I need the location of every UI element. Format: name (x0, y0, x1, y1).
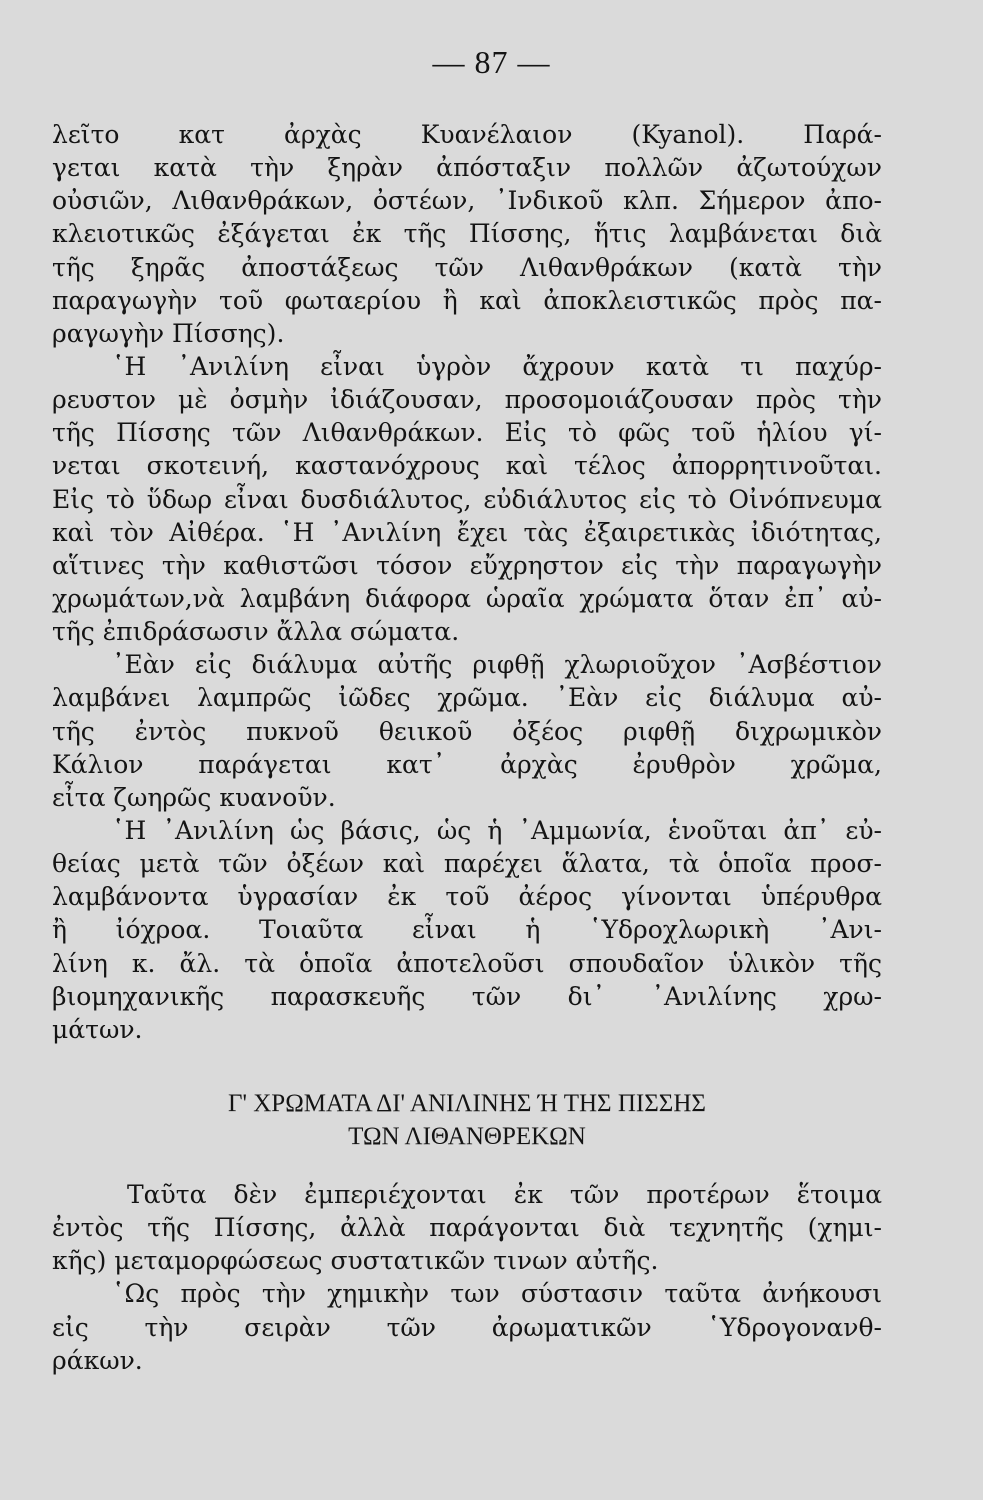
text-line: παραγωγὴν τοῦ φωταερίου ἢ καὶ ἀποκλειστικῶς πρὸς πα- (52, 285, 882, 315)
text-line: ἢ ἰόχροα. Τοιαῦτα εἶναι ἡ ῾Υδροχλωρικὴ ᾿Ανι- (52, 915, 882, 945)
text-line: τῆς ἐπιδράσωσιν ἄλλα σώματα. (52, 617, 460, 647)
body-text (52, 118, 882, 1046)
text-line: χρωμάτων,νὰ λαμβάνη διάφορα ὡραῖα χρώματα ὅταν ἐπ᾿ αὐ- (52, 583, 882, 613)
text-line: οὐσιῶν, Λιθανθράκων, ὀστέων, ᾿Ινδικοῦ κλπ. Σήμερον ἀπο- (52, 186, 882, 216)
page-number: — 87 — (432, 44, 551, 80)
text-line: τῆς Πίσσης τῶν Λιθανθράκων. Εἰς τὸ φῶς τοῦ ἡλίου γί- (52, 418, 882, 448)
text-line: ρευστον μὲ ὀσμὴν ἰδιάζουσαν, προσομοιάζουσαν πρὸς τὴν (52, 385, 882, 415)
text-line: καὶ τὸν Αἰθέρα. ῾Η ᾿Ανιλίνη ἔχει τὰς ἐξαιρετικὰς ἰδιότητας, (52, 517, 882, 547)
text-line: ραγωγὴν Πίσσης). (52, 318, 285, 348)
text-line: ῾Ως πρὸς τὴν χημικὴν των σύστασιν ταῦτα ἀνήκουσι (112, 1279, 882, 1309)
text-line: κῆς) μεταμορφώσεως συστατικῶν τινων αὐτῆς. (52, 1246, 659, 1276)
text-line: τῆς ἐντὸς πυκνοῦ θειικοῦ ὀξέος ριφθῇ διχρωμικὸν (52, 716, 882, 746)
text-line: Εἰς τὸ ὕδωρ εἶναι δυσδιάλυτος, εὐδιάλυτος εἰς τὸ Οἰνόπνευμα (52, 484, 882, 514)
section-heading-line: Γ' ΧΡΩΜΑΤΑ ΔΙ' ΑΝΙΛΙΝΗΣ Ή ΤΗΣ ΠΙΣΣΗΣ (228, 1090, 706, 1117)
text-line: λαμβάνοντα ὑγρασίαν ἐκ τοῦ ἀέρος γίνονται ὑπέρυθρα (52, 882, 882, 912)
text-line: λίνη κ. ἄλ. τὰ ὁποῖα ἀποτελοῦσι σπουδαῖον ὑλικὸν τῆς (52, 948, 882, 978)
text-line: βιομηχανικῆς παρασκευῆς τῶν δι᾿ ᾿Ανιλίνης χρω- (52, 981, 882, 1011)
text-line: μάτων. (52, 1014, 143, 1044)
text-line: κλειοτικῶς ἐξάγεται ἐκ τῆς Πίσσης, ἥτις λαμβάνεται διὰ (52, 219, 882, 249)
section-heading-line: ΤΩΝ ΛΙΘΑΝΘΡΕΚΩΝ (348, 1123, 586, 1150)
text-line: νεται σκοτεινή, καστανόχρους καὶ τέλος ἀπορρητινοῦται. (52, 451, 882, 481)
section-body (52, 1178, 882, 1377)
text-line: λεῖτο κατ ἀρχὰς Κυανέλαιον (Kyanol). Παρά- (52, 120, 882, 149)
text-line: εἶτα ζωηρῶς κυανοῦν. (52, 782, 336, 812)
text-line: ἐντὸς τῆς Πίσσης, ἀλλὰ παράγονται διὰ τεχνητῆς (χημι- (52, 1213, 882, 1243)
text-line: αἵτινες τὴν καθιστῶσι τόσον εὔχρηστον εἰς τὴν παραγωγὴν (52, 550, 882, 580)
text-line: θείας μετὰ τῶν ὀξέων καὶ παρέχει ἅλατα, τὰ ὁποῖα προσ- (52, 849, 882, 879)
section-heading (52, 1087, 882, 1153)
text-line: ᾿Εὰν εἰς διάλυμα αὐτῆς ριφθῇ χλωριοῦχον ᾿Ασβέστιον (112, 650, 882, 680)
text-line: λαμβάνει λαμπρῶς ἰῶδες χρῶμα. ᾿Εὰν εἰς διάλυμα αὐ- (52, 683, 882, 713)
text-line: ῾Η ᾿Ανιλίνη εἶναι ὑγρὸν ἄχρουν κατὰ τι παχύρ- (112, 351, 882, 381)
text-line: ῾Η ᾿Ανιλίνη ὡς βάσις, ὡς ἡ ᾿Αμμωνία, ἑνοῦται ἀπ᾿ εὐ- (112, 815, 882, 845)
text-line: Κάλιον παράγεται κατ᾿ ἀρχὰς ἐρυθρὸν χρῶμα, (52, 749, 882, 779)
text-line: εἰς τὴν σειρὰν τῶν ἀρωματικῶν ῾Υδρογονανθ- (52, 1312, 882, 1342)
text-line: ράκων. (52, 1345, 143, 1375)
text-line: Ταῦτα δὲν ἐμπεριέχονται ἐκ τῶν προτέρων ἕτοιμα (127, 1180, 882, 1209)
text-line: γεται κατὰ τὴν ξηρὰν ἀπόσταξιν πολλῶν ἀζωτούχων (52, 153, 882, 183)
text-line: τῆς ξηρᾶς ἀποστάξεως τῶν Λιθανθράκων (κατὰ τὴν (52, 252, 882, 282)
